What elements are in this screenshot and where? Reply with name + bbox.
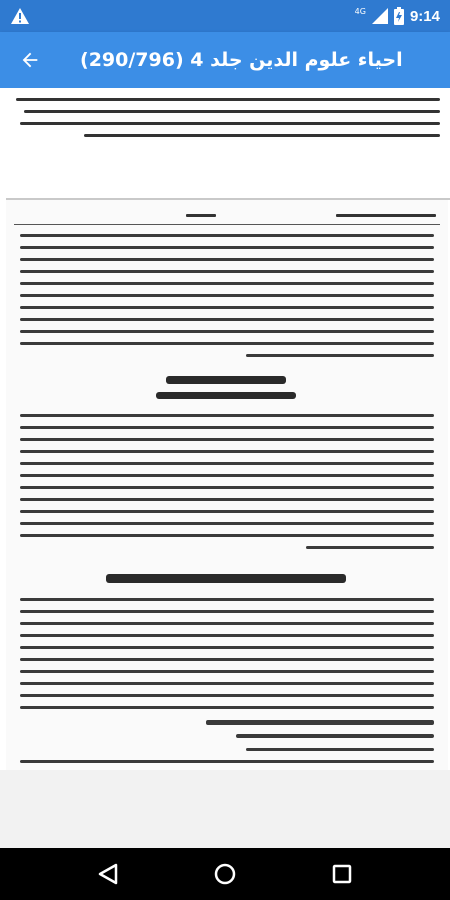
back-triangle-icon	[98, 863, 118, 885]
viewer-background	[0, 770, 450, 848]
status-bar	[0, 0, 450, 32]
arrow-back-icon	[19, 49, 41, 71]
warning-icon[interactable]	[10, 6, 30, 26]
pdf-viewer[interactable]	[0, 88, 450, 770]
clock: 9:14	[409, 7, 440, 25]
recents-square-icon	[332, 864, 352, 884]
battery-icon	[394, 7, 404, 25]
nav-back-button[interactable]	[83, 854, 133, 894]
nav-recents-button[interactable]	[317, 854, 367, 894]
scanned-page	[6, 200, 448, 770]
scanned-page-fragment	[14, 92, 442, 192]
document-title: احیاء علوم الدین جلد 4 (290/796)	[80, 49, 403, 71]
back-button[interactable]	[0, 32, 60, 88]
nav-home-button[interactable]	[200, 854, 250, 894]
home-circle-icon	[214, 863, 236, 885]
status-icons	[355, 7, 440, 25]
signal-icon	[372, 8, 388, 24]
app-bar	[0, 32, 450, 88]
scanned-text-image	[6, 200, 448, 770]
navigation-bar	[0, 848, 450, 900]
network-type-label: 4G	[354, 6, 366, 16]
